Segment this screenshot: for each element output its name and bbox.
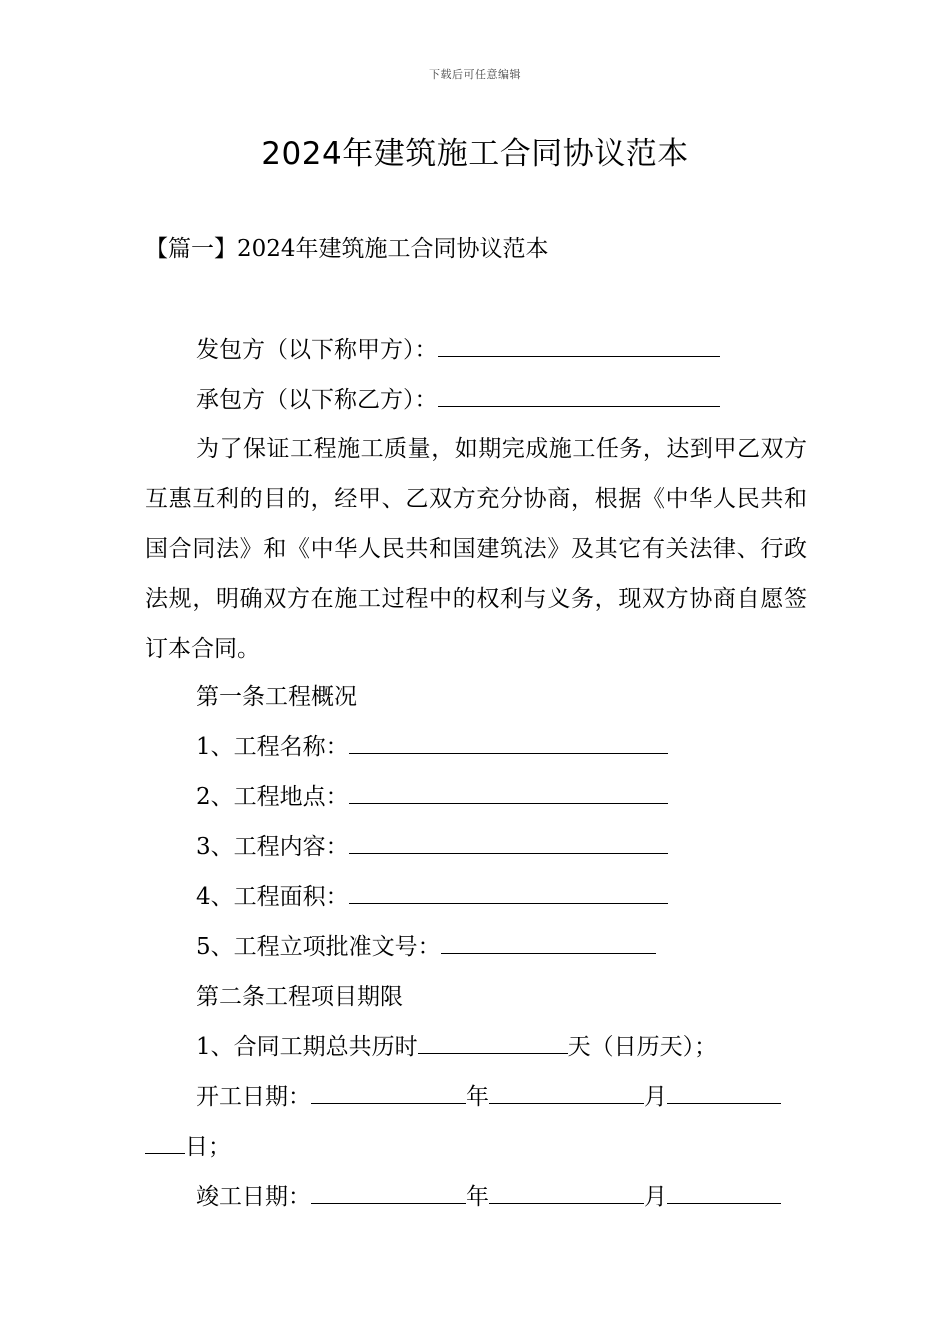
party-b-label: 承包方（以下称乙方）： bbox=[196, 387, 438, 413]
article1-item bbox=[196, 831, 668, 863]
party-a-label: 发包方（以下称甲方）： bbox=[196, 337, 438, 363]
preamble-paragraph: 为了保证工程施工质量，如期完成施工任务，达到甲乙双方互惠互利的目的，经甲、乙双方充分协商，根据《中华人民共和国合同法》和《中华人民共和国建筑法》及其它有关法律、行政法规，明确双方在施工过程中的权利与义务，现双方协商自愿签订本合同。 bbox=[145, 436, 807, 662]
article1-item bbox=[196, 881, 668, 913]
start-month-blank bbox=[489, 1081, 644, 1104]
duration-line bbox=[196, 1031, 717, 1063]
article1-item-label: 3、工程内容： bbox=[196, 834, 349, 860]
article1-item-blank bbox=[441, 931, 656, 954]
article1-item-label: 4、工程面积： bbox=[196, 884, 349, 910]
article1-item-blank bbox=[349, 731, 668, 754]
duration-blank bbox=[418, 1031, 568, 1054]
end-month-blank bbox=[489, 1181, 644, 1204]
end-year-blank bbox=[311, 1181, 466, 1204]
article1-heading: 第一条工程概况 bbox=[196, 684, 357, 710]
party-a-line bbox=[196, 334, 720, 366]
article1-item-label: 5、工程立项批准文号： bbox=[196, 934, 441, 960]
start-date-label: 开工日期： bbox=[196, 1084, 311, 1110]
day-label: 日； bbox=[185, 1134, 231, 1160]
start-date-continuation bbox=[145, 1131, 231, 1163]
article1-item-blank bbox=[349, 831, 668, 854]
start-date-line bbox=[196, 1081, 781, 1113]
party-a-blank bbox=[438, 334, 720, 357]
month-label: 月 bbox=[644, 1184, 667, 1210]
party-b-blank bbox=[438, 384, 720, 407]
article1-item bbox=[196, 781, 668, 813]
article1-item bbox=[196, 931, 656, 963]
article1-item-blank bbox=[349, 781, 668, 804]
end-date-label: 竣工日期： bbox=[196, 1184, 311, 1210]
year-label: 年 bbox=[466, 1184, 489, 1210]
party-b-line bbox=[196, 384, 720, 416]
duration-suffix: 天（日历天）； bbox=[567, 1034, 718, 1060]
start-year-blank bbox=[311, 1081, 466, 1104]
header-note: 下载后可任意编辑 bbox=[429, 68, 521, 81]
month-label: 月 bbox=[644, 1084, 667, 1110]
article1-item bbox=[196, 731, 668, 763]
article1-item-label: 1、工程名称： bbox=[196, 734, 349, 760]
duration-prefix: 1、合同工期总共历时 bbox=[196, 1034, 418, 1060]
year-label: 年 bbox=[466, 1084, 489, 1110]
end-day-blank bbox=[667, 1181, 781, 1204]
start-day-blank-continued bbox=[145, 1131, 185, 1154]
section-heading: 【篇一】2024年建筑施工合同协议范本 bbox=[145, 236, 549, 262]
start-day-blank bbox=[667, 1081, 781, 1104]
article1-item-blank bbox=[349, 881, 668, 904]
article2-heading: 第二条工程项目期限 bbox=[196, 984, 403, 1010]
article1-item-label: 2、工程地点： bbox=[196, 784, 349, 810]
document-title: 2024年建筑施工合同协议范本 bbox=[261, 136, 689, 172]
end-date-line bbox=[196, 1181, 781, 1213]
